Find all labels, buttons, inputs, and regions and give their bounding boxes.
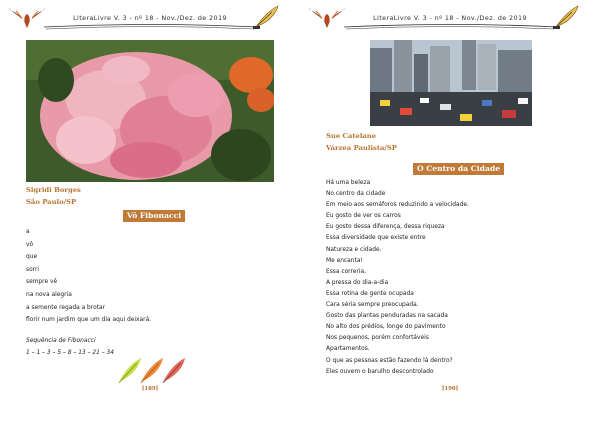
poem-line: Me encanta! — [326, 257, 363, 264]
header-underline — [342, 23, 560, 31]
poem-line: sempre vê — [26, 279, 58, 286]
right-page-number: [190] — [441, 386, 459, 392]
poem-line: Essa diversidade que existe entre — [326, 235, 426, 242]
city-traffic-photo — [370, 40, 532, 126]
right-page — [300, 0, 600, 424]
feathers-decoration-icon — [117, 354, 187, 384]
right-poem — [326, 178, 469, 378]
poem-line: florir num jardim que um dia aqui deixará. — [26, 317, 152, 324]
left-author-name: Sigridi Borges — [26, 186, 81, 194]
left-page-number: [189] — [141, 386, 159, 392]
poem-line: que — [26, 254, 38, 261]
right-author-place: Várzea Paulista/SP — [326, 144, 397, 152]
quill-pen-icon — [252, 4, 280, 30]
left-poem — [26, 226, 151, 360]
poem-line: O que as pessoas estão fazendo lá dentro? — [326, 357, 453, 364]
right-author-name: Sue Catelane — [326, 132, 377, 140]
poem-line: Em meio aos semáforos reduzindo a velocidade. — [326, 202, 469, 209]
poem-line: a semente regada a brotar — [26, 304, 106, 311]
poem-line: vô — [26, 241, 34, 248]
header-underline — [42, 23, 260, 31]
header-title: LiteraLivre V. 3 - nº 18 - Nov./Dez. de 2019 — [373, 14, 527, 22]
footnote-sequence: 1 – 1 – 3 – 5 – 8 – 13 – 21 – 34 — [26, 350, 115, 357]
left-poem-title: Vô Fibonacci — [123, 210, 185, 222]
poem-line: Essa correria, — [326, 268, 366, 275]
poem-line: Natureza e cidade. — [326, 246, 382, 253]
poem-line: No alto dos prédios, longe do pavimento — [326, 324, 446, 331]
poem-line: sorri — [26, 266, 40, 273]
poem-line: Essa rotina de gente ocupada — [326, 290, 414, 297]
poem-line: Eles ouvem o barulho descontrolado — [326, 368, 434, 375]
left-header — [0, 4, 300, 34]
poem-line: No centro da cidade — [326, 191, 386, 198]
phoenix-bird-icon — [308, 6, 346, 30]
quill-pen-icon — [552, 4, 580, 30]
poem-line: Eu gosto de ver os carros — [326, 213, 401, 220]
poem-line: Eu gosto dessa diferença, dessa riqueza — [326, 224, 445, 231]
poem-line: Nos pequenos, porém confortáveis — [326, 335, 429, 342]
poem-line: Apartamentos. — [326, 346, 370, 353]
header-title: LiteraLivre V. 3 - nº 18 - Nov./Dez. de 2019 — [73, 14, 227, 22]
flower-photo — [26, 40, 274, 182]
poem-line: Cara séria sempre preocupada. — [326, 302, 419, 309]
phoenix-bird-icon — [8, 6, 46, 30]
poem-line: A pressa do dia-a-dia — [326, 279, 389, 286]
footnote-title: Sequência de Fibonacci — [26, 337, 96, 344]
left-author-place: São Paulo/SP — [26, 198, 77, 206]
right-header — [300, 4, 600, 34]
poem-line: na nova alegria — [26, 291, 72, 298]
right-poem-title: O Centro da Cidade — [413, 163, 504, 175]
poem-line: a — [26, 229, 30, 235]
poem-line: Há uma beleza — [326, 180, 371, 186]
poem-line: Gosto das plantas penduradas na sacada — [326, 313, 448, 320]
